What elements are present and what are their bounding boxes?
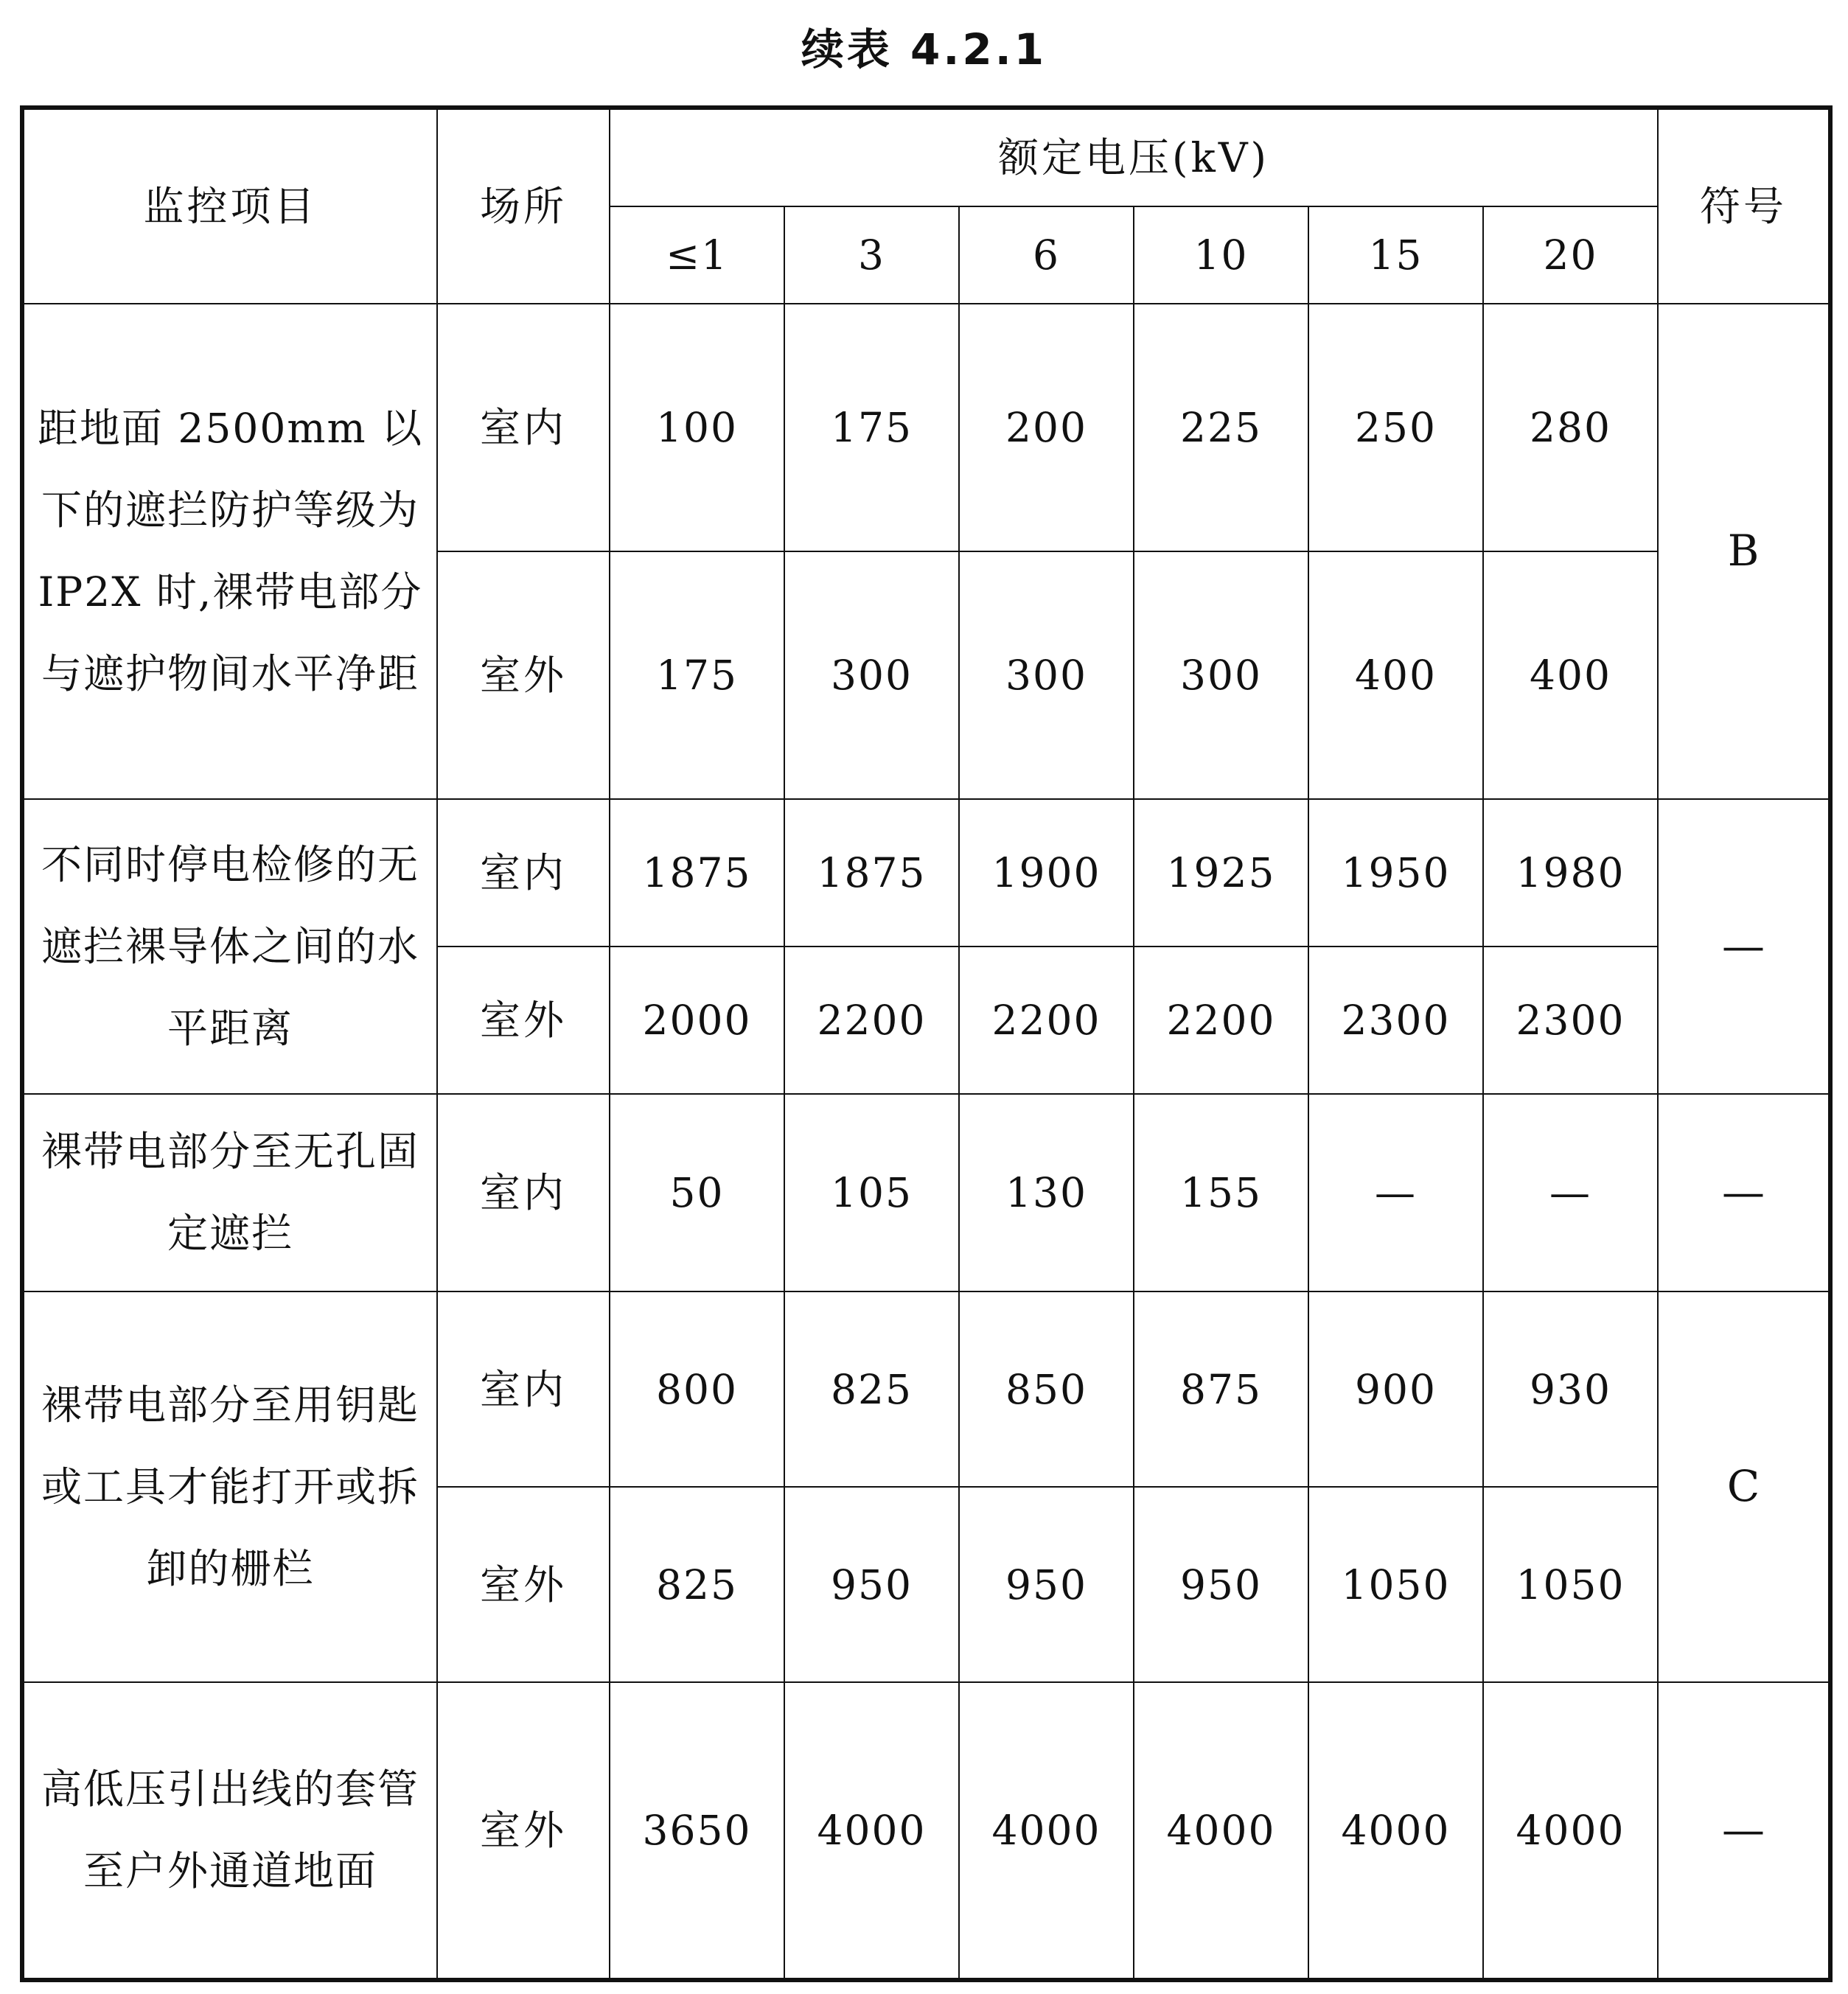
header-voltage-group: 额定电压(kV) bbox=[610, 108, 1658, 206]
item-cell: 裸带电部分至无孔固定遮拦 bbox=[22, 1094, 437, 1291]
header-location: 场所 bbox=[437, 108, 610, 304]
value-cell: 100 bbox=[610, 304, 784, 551]
value-cell: 225 bbox=[1134, 304, 1308, 551]
value-cell: — bbox=[1308, 1094, 1483, 1291]
value-cell: 105 bbox=[784, 1094, 959, 1291]
value-cell: 1950 bbox=[1308, 799, 1483, 947]
location-cell: 室外 bbox=[437, 1487, 610, 1682]
value-cell: — bbox=[1483, 1094, 1658, 1291]
header-voltage: 10 bbox=[1134, 206, 1308, 304]
symbol-cell: — bbox=[1658, 799, 1830, 1094]
value-cell: 3650 bbox=[610, 1682, 784, 1980]
table-row bbox=[22, 304, 1830, 551]
value-cell: 2300 bbox=[1483, 947, 1658, 1094]
table-row bbox=[22, 1094, 1830, 1291]
location-cell: 室内 bbox=[437, 799, 610, 947]
value-cell: 1925 bbox=[1134, 799, 1308, 947]
location-cell: 室外 bbox=[437, 551, 610, 799]
value-cell: 1050 bbox=[1483, 1487, 1658, 1682]
value-cell: 400 bbox=[1483, 551, 1658, 799]
value-cell: 1980 bbox=[1483, 799, 1658, 947]
value-cell: 2300 bbox=[1308, 947, 1483, 1094]
value-cell: 130 bbox=[959, 1094, 1134, 1291]
value-cell: 825 bbox=[784, 1291, 959, 1487]
value-cell: 950 bbox=[959, 1487, 1134, 1682]
value-cell: 4000 bbox=[1308, 1682, 1483, 1980]
value-cell: 400 bbox=[1308, 551, 1483, 799]
value-cell: 950 bbox=[784, 1487, 959, 1682]
value-cell: 2200 bbox=[959, 947, 1134, 1094]
value-cell: 2200 bbox=[1134, 947, 1308, 1094]
item-cell: 不同时停电检修的无遮拦裸导体之间的水平距离 bbox=[22, 799, 437, 1094]
value-cell: 1875 bbox=[784, 799, 959, 947]
header-item: 监控项目 bbox=[22, 108, 437, 304]
location-cell: 室内 bbox=[437, 1094, 610, 1291]
value-cell: 4000 bbox=[959, 1682, 1134, 1980]
value-cell: 4000 bbox=[1483, 1682, 1658, 1980]
value-cell: 300 bbox=[784, 551, 959, 799]
value-cell: 175 bbox=[610, 551, 784, 799]
value-cell: 280 bbox=[1483, 304, 1658, 551]
value-cell: 1900 bbox=[959, 799, 1134, 947]
table-row bbox=[22, 1682, 1830, 1980]
value-cell: 4000 bbox=[1134, 1682, 1308, 1980]
value-cell: 2000 bbox=[610, 947, 784, 1094]
location-cell: 室内 bbox=[437, 304, 610, 551]
value-cell: 155 bbox=[1134, 1094, 1308, 1291]
value-cell: 825 bbox=[610, 1487, 784, 1682]
table-title: 续表 4.2.1 bbox=[801, 24, 1047, 74]
item-cell: 高低压引出线的套管至户外通道地面 bbox=[22, 1682, 437, 1980]
symbol-cell: — bbox=[1658, 1682, 1830, 1980]
location-cell: 室外 bbox=[437, 1682, 610, 1980]
value-cell: 875 bbox=[1134, 1291, 1308, 1487]
value-cell: 250 bbox=[1308, 304, 1483, 551]
symbol-cell: — bbox=[1658, 1094, 1830, 1291]
value-cell: 4000 bbox=[784, 1682, 959, 1980]
value-cell: 850 bbox=[959, 1291, 1134, 1487]
location-cell: 室内 bbox=[437, 1291, 610, 1487]
value-cell: 300 bbox=[959, 551, 1134, 799]
header-voltage: 15 bbox=[1308, 206, 1483, 304]
item-cell: 距地面 2500mm 以下的遮拦防护等级为 IP2X 时,裸带电部分与遮护物间水平净距 bbox=[22, 304, 437, 799]
value-cell: 175 bbox=[784, 304, 959, 551]
table-row bbox=[22, 799, 1830, 947]
value-cell: 900 bbox=[1308, 1291, 1483, 1487]
item-cell: 裸带电部分至用钥匙或工具才能打开或拆卸的栅栏 bbox=[22, 1291, 437, 1682]
symbol-cell: C bbox=[1658, 1291, 1830, 1682]
value-cell: 200 bbox=[959, 304, 1134, 551]
header-voltage: 3 bbox=[784, 206, 959, 304]
value-cell: 50 bbox=[610, 1094, 784, 1291]
value-cell: 950 bbox=[1134, 1487, 1308, 1682]
clearance-table bbox=[20, 105, 1833, 1982]
value-cell: 2200 bbox=[784, 947, 959, 1094]
value-cell: 1050 bbox=[1308, 1487, 1483, 1682]
value-cell: 930 bbox=[1483, 1291, 1658, 1487]
symbol-cell: B bbox=[1658, 304, 1830, 799]
location-cell: 室外 bbox=[437, 947, 610, 1094]
header-voltage: ≤1 bbox=[610, 206, 784, 304]
table-row bbox=[22, 1291, 1830, 1487]
header-symbol: 符号 bbox=[1658, 108, 1830, 304]
header-voltage: 20 bbox=[1483, 206, 1658, 304]
value-cell: 1875 bbox=[610, 799, 784, 947]
value-cell: 800 bbox=[610, 1291, 784, 1487]
value-cell: 300 bbox=[1134, 551, 1308, 799]
header-voltage: 6 bbox=[959, 206, 1134, 304]
